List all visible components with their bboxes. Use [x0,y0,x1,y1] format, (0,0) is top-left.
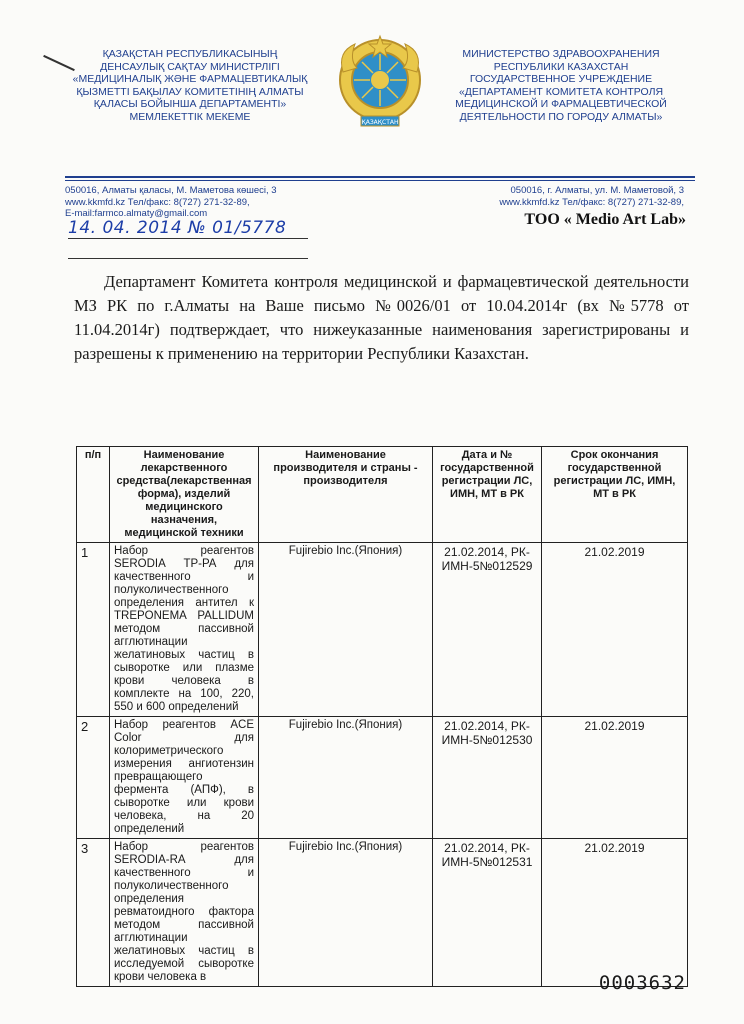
address-left-line: 050016, Алматы қаласы, М. Маметова көшесі, 3 [65,185,277,196]
row-number: 3 [77,839,110,987]
header-right-line: РЕСПУБЛИКИ КАЗАХСТАН [493,60,629,73]
col-header-registration: Дата и № государственной регистрации ЛС, ИМН, МТ в РК [433,447,542,543]
registration-number: 21.02.2014, РК-ИМН-5№012530 [433,717,542,839]
product-name: Набор реагентов SERODIA TP-PA для качественного и полуколичественного определения антител к TREPONEMA PALLIDUM методом пассивной агглютинации желатиновых частиц в сыворотке или плазме крови человека в комплекте на 100, 220, 550 и 600 определений [110,543,259,717]
header-left-line: ДЕНСАУЛЫҚ САҚТАУ МИНИСТРЛІГІ [100,60,280,73]
header-left-line: МЕМЛЕКЕТТІК МЕКЕМЕ [129,110,251,123]
address-right [499,185,684,208]
blank-line [68,258,308,259]
registration-table [76,446,688,987]
expiry-date: 21.02.2019 [542,543,688,717]
address-right-line: www.kkmfd.kz Тел/факс: 8(727) 271-32-89, [499,196,684,208]
address-left-line: www.kkmfd.kz Тел/факс: 8(727) 271-32-89, [65,196,250,208]
manufacturer: Fujirebio Inc.(Япония) [259,839,433,987]
outgoing-reg-number: 14. 04. 2014 № 01/5778 [68,218,308,239]
address-right-line: 050016, г. Алматы, ул. М. Маметовой, 3 [510,185,684,196]
header-right-line: «ДЕПАРТАМЕНТ КОМИТЕТА КОНТРОЛЯ [458,85,664,98]
address-left-line: E-mail:farmco.almaty@gmail.com [65,208,208,219]
table-row [77,717,688,839]
emblem-caption: ҚАЗАҚСТАН [361,119,399,126]
header-divider-thin [65,180,695,181]
expiry-date: 21.02.2019 [542,839,688,987]
table-row [77,839,688,987]
manufacturer: Fujirebio Inc.(Япония) [259,543,433,717]
header-right-line: МИНИСТЕРСТВО ЗДРАВООХРАНЕНИЯ [462,48,660,60]
header-right-line: МЕДИЦИНСКОЙ И ФАРМАЦЕВТИЧЕСКОЙ [455,98,667,110]
expiry-date: 21.02.2019 [542,717,688,839]
header-left-line: ҚАЛАСЫ БОЙЫНША ДЕПАРТАМЕНТІ» [93,98,287,110]
document-serial-number: 0003632 [598,972,686,994]
header-left-line: ҚАЗАҚСТАН РЕСПУБЛИКАСЫНЫҢ [102,48,278,60]
table-row [77,543,688,717]
registration-number: 21.02.2014, РК-ИМН-5№012529 [433,543,542,717]
header-left-kazakh [40,48,340,123]
header-right-line: ДЕЯТЕЛЬНОСТИ ПО ГОРОДУ АЛМАТЫ» [459,110,663,123]
col-header-manufacturer: Наименование производителя и страны - производителя [259,447,433,543]
row-number: 2 [77,717,110,839]
header-left-line: «МЕДИЦИНАЛЫҚ ЖӘНЕ ФАРМАЦЕВТИКАЛЫҚ [72,73,308,85]
manufacturer: Fujirebio Inc.(Япония) [259,717,433,839]
row-number: 1 [77,543,110,717]
col-header-expiry: Срок окончания государственной регистрации ЛС, ИМН, МТ в РК [542,447,688,543]
header-divider-thick [65,176,695,178]
table-header-row [77,447,688,543]
col-header-name: Наименование лекарственного средства(лекарственная форма), изделий медицинского назначения, медицинской техники [110,447,259,543]
letter-body: Департамент Комитета контроля медицинской и фармацевтической деятельности МЗ РК по г.Алматы на Ваше письмо №0026/01 от 10.04.2014г (вх №5778 от 11.04.2014г) подтверждает, что нижеуказанные наименования зарегистрированы и разрешены к применению на территории Республики Казахстан. [74,272,689,363]
recipient-name: ТОО « Medio Art Lab» [524,211,686,228]
state-emblem-icon [335,32,425,132]
product-name: Набор реагентов ACE Color для колориметрического измерения ангиотензин превращающего фермента (АПФ), в сыворотке или крови человека, на 20 определений [110,717,259,839]
header-right-line: ГОСУДАРСТВЕННОЕ УЧРЕЖДЕНИЕ [469,73,653,85]
col-header-number: п/п [77,447,110,543]
registration-number: 21.02.2014, РК-ИМН-5№012531 [433,839,542,987]
product-name: Набор реагентов SERODIA-RA для качественного и полуколичественного определения ревматоидного фактора методом пассивной агглютинации желатиновых частиц в исследуемой сыворотке крови человека в [110,839,259,987]
header-right-russian [430,48,692,123]
header-left-line: ҚЫЗМЕТТІ БАҚЫЛАУ КОМИТЕТІНІҢ АЛМАТЫ [76,85,304,98]
address-left [65,185,277,220]
